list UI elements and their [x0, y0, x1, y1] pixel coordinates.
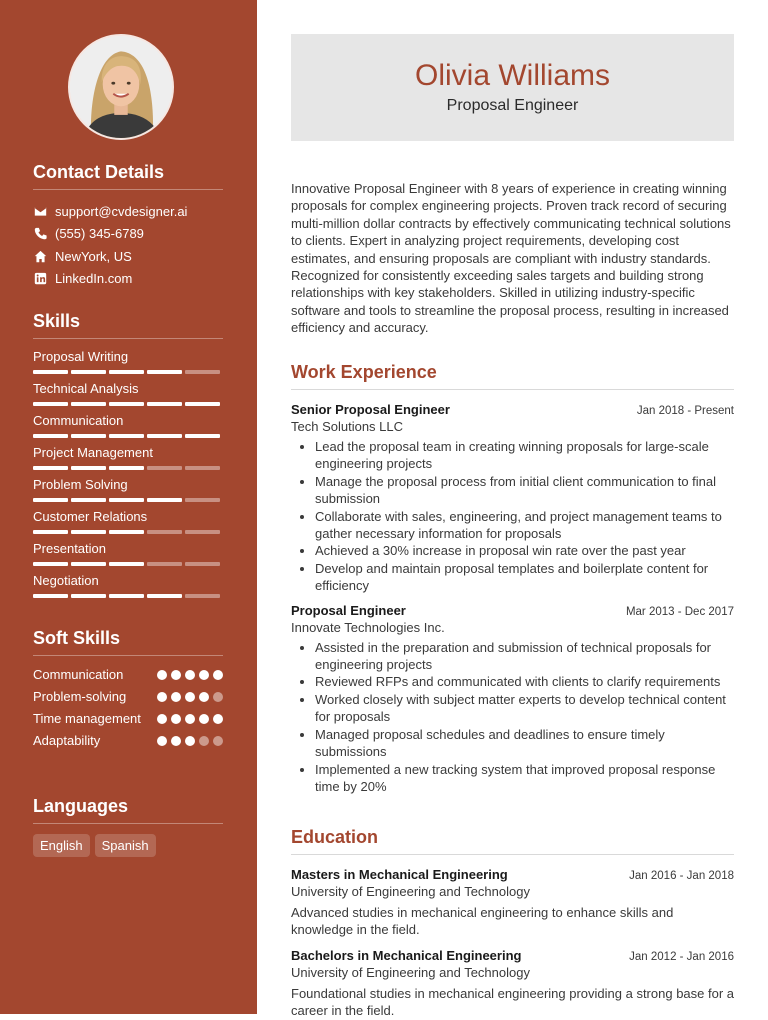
home-icon	[33, 249, 47, 263]
skill-level-bar	[33, 562, 223, 566]
skill-level-segment	[147, 498, 182, 502]
education-date: Jan 2012 - Jan 2016	[629, 950, 734, 963]
degree-name: Masters in Mechanical Engineering	[291, 867, 508, 882]
rating-dot	[157, 692, 167, 702]
education-description: Foundational studies in mechanical engineering providing a strong base for a career in the field.	[291, 985, 735, 1019]
contact-linkedin[interactable]	[33, 268, 223, 291]
skill-level-segment	[185, 498, 220, 502]
contact-section	[33, 162, 223, 290]
job-date: Mar 2013 - Dec 2017	[625, 605, 734, 618]
skill-level-segment	[147, 370, 182, 374]
job-title: Proposal Engineer	[291, 602, 406, 618]
skill-name: Project Management	[33, 445, 153, 460]
skill-level-bar	[33, 594, 223, 598]
soft-skill-name: Time management	[33, 711, 141, 726]
phone-icon	[33, 227, 47, 241]
skill-level-segment	[71, 434, 106, 438]
avatar-illustration	[70, 36, 172, 138]
soft-skill-item	[33, 688, 223, 706]
rating-dot	[171, 692, 181, 702]
job-bullet: • Manage the proposal process from initial client communication to final submission	[315, 473, 734, 508]
rating-dot	[199, 692, 209, 702]
education-list	[291, 867, 734, 1020]
skill-level-segment	[33, 402, 68, 406]
job-header	[291, 402, 734, 417]
job-bullets	[291, 438, 734, 595]
job-bullet: • Reviewed RFPs and communicated with clients to clarify requirements	[315, 673, 734, 690]
skill-level-segment	[185, 594, 220, 598]
languages-section	[33, 796, 223, 857]
skill-name: Negotiation	[33, 573, 99, 588]
skill-item	[33, 541, 223, 573]
rating-dot	[185, 692, 195, 702]
skill-level-segment	[109, 466, 144, 470]
education-date: Jan 2016 - Jan 2018	[629, 870, 734, 882]
skill-name: Problem Solving	[33, 477, 128, 492]
education-entry	[291, 948, 734, 1020]
contact-email-text: support@cvdesigner.ai	[55, 203, 188, 219]
job-bullet: • Achieved a 30% increase in proposal win rate over the past year	[315, 542, 734, 559]
skill-item	[33, 381, 223, 413]
contact-linkedin-text: LinkedIn.com	[55, 271, 133, 287]
rating-dot	[171, 670, 181, 680]
skill-level-segment	[109, 530, 144, 534]
soft-skills-title: Soft Skills	[33, 628, 223, 656]
soft-skill-rating	[157, 666, 223, 680]
contact-email[interactable]	[33, 200, 223, 223]
soft-skill-rating	[157, 688, 223, 702]
soft-skill-name: Communication	[33, 667, 124, 682]
job-bullet: • Assisted in the preparation and submission of technical proposals for engineering projects	[315, 639, 734, 674]
skill-level-segment	[33, 466, 68, 470]
soft-skill-name: Problem-solving	[33, 689, 127, 704]
education-entry	[291, 867, 734, 939]
job-bullet: • Collaborate with sales, engineering, and project management teams to gather necessary information for proposals	[315, 508, 734, 543]
skill-item	[33, 349, 223, 381]
skill-level-segment	[33, 562, 68, 566]
skill-level-segment	[147, 402, 182, 406]
skill-level-segment	[185, 370, 220, 374]
rating-dot	[213, 670, 223, 680]
education-header	[291, 948, 734, 963]
rating-dot	[157, 714, 167, 724]
sidebar	[0, 0, 257, 1014]
contact-title: Contact Details	[33, 162, 223, 190]
skill-level-segment	[71, 498, 106, 502]
soft-skill-item	[33, 710, 223, 728]
skill-name: Technical Analysis	[33, 381, 139, 396]
job-bullet: • Managed proposal schedules and deadlines to ensure timely submissions	[315, 726, 734, 761]
soft-skills-list	[33, 666, 223, 750]
header	[291, 34, 734, 141]
skill-name: Customer Relations	[33, 509, 148, 524]
skill-item	[33, 445, 223, 477]
skill-item	[33, 573, 223, 605]
soft-skill-item	[33, 732, 223, 750]
skills-list	[33, 349, 223, 605]
skill-level-segment	[185, 466, 220, 470]
job-bullet: • Develop and maintain proposal templates and boilerplate content for efficiency	[315, 560, 734, 595]
rating-dot	[171, 714, 181, 724]
rating-dot	[199, 714, 209, 724]
skill-level-segment	[185, 434, 220, 438]
soft-skill-rating	[157, 710, 223, 724]
rating-dot	[185, 714, 195, 724]
education-description: Advanced studies in mechanical engineering to enhance skills and knowledge in the field.	[291, 905, 674, 938]
rating-dot	[157, 736, 167, 746]
skill-level-segment	[185, 530, 220, 534]
skill-level-segment	[33, 530, 68, 534]
rating-dot	[213, 714, 223, 724]
skill-item	[33, 477, 223, 509]
job-role: Proposal Engineer	[446, 97, 579, 114]
soft-skills-section	[33, 628, 223, 754]
skill-item	[33, 413, 223, 445]
skills-section	[33, 311, 223, 605]
job-entry	[291, 603, 734, 796]
rating-dot	[171, 736, 181, 746]
languages-list	[33, 834, 223, 857]
job-company: Innovate Technologies Inc.	[291, 619, 445, 635]
summary-text: Innovative Proposal Engineer with 8 years of experience in creating winning proposals for complex engineering projects. Proven track record of securing multi-million dollar contracts by effectively communicating technical solutions to clients. Expert in analyzing project requirements, developing cost estimates, and ensuring proposals are compliant with industry standards. Recognized for consistently exceeding sales targets and building strong relationships with key stakeholders. Skilled in utilizing industry-specific software and tools to streamline the proposal process, resulting in increased efficiency and accuracy.	[291, 181, 731, 336]
soft-skill-name: Adaptability	[33, 733, 101, 748]
skill-level-segment	[147, 530, 182, 534]
education-section	[291, 827, 734, 1020]
jobs-list	[291, 402, 734, 795]
skill-level-segment	[71, 594, 106, 598]
skill-level-bar	[33, 530, 223, 534]
education-title: Education	[291, 827, 734, 855]
skill-level-segment	[33, 594, 68, 598]
skill-level-segment	[185, 402, 220, 406]
skill-level-segment	[33, 434, 68, 438]
school-name: University of Engineering and Technology	[291, 884, 530, 899]
language-tag: Spanish	[95, 834, 156, 857]
rating-dot	[157, 670, 167, 680]
degree-name: Bachelors in Mechanical Engineering	[291, 947, 522, 963]
job-bullet: • Implemented a new tracking system that improved proposal response time by 20%	[315, 761, 734, 796]
experience-title: Work Experience	[291, 362, 734, 390]
education-header	[291, 867, 734, 882]
soft-skill-item	[33, 666, 223, 684]
skill-level-segment	[109, 594, 144, 598]
skill-level-bar	[33, 466, 223, 470]
contact-phone-text: (555) 345-6789	[55, 226, 144, 242]
rating-dot	[185, 736, 195, 746]
school-name: University of Engineering and Technology	[291, 964, 530, 980]
job-bullet: • Lead the proposal team in creating winning proposals for large-scale engineering projects	[315, 438, 734, 473]
skill-name: Presentation	[33, 541, 106, 556]
skill-level-segment	[71, 562, 106, 566]
skill-level-segment	[109, 498, 144, 502]
skill-level-segment	[71, 370, 106, 374]
skill-level-bar	[33, 370, 223, 374]
rating-dot	[185, 670, 195, 680]
contact-phone[interactable]	[33, 223, 223, 246]
job-date: Jan 2018 - Present	[636, 405, 734, 417]
skill-level-segment	[33, 370, 68, 374]
skill-level-segment	[109, 370, 144, 374]
skill-level-segment	[147, 434, 182, 438]
skill-level-segment	[71, 530, 106, 534]
full-name: Olivia Williams	[415, 59, 610, 92]
rating-dot	[199, 736, 209, 746]
skill-level-segment	[71, 402, 106, 406]
rating-dot	[213, 736, 223, 746]
skill-level-segment	[185, 562, 220, 566]
skill-name: Communication	[33, 413, 124, 428]
job-entry	[291, 402, 734, 595]
summary-section	[291, 180, 734, 337]
job-company: Tech Solutions LLC	[291, 419, 404, 434]
skill-level-segment	[147, 466, 182, 470]
skill-name: Proposal Writing	[33, 349, 129, 364]
envelope-icon	[33, 204, 47, 218]
skill-item	[33, 509, 223, 541]
language-tag: English	[33, 834, 90, 857]
skill-level-segment	[147, 562, 182, 566]
skill-level-segment	[109, 402, 144, 406]
skill-level-segment	[109, 434, 144, 438]
skills-title: Skills	[33, 311, 223, 339]
skill-level-bar	[33, 402, 223, 406]
job-bullets	[291, 639, 734, 796]
contact-location-text: NewYork, US	[55, 248, 132, 264]
skill-level-segment	[147, 594, 182, 598]
experience-section	[291, 362, 734, 795]
job-bullet: • Worked closely with subject matter experts to develop technical content for proposals	[315, 691, 734, 726]
skill-level-segment	[71, 466, 106, 470]
languages-title: Languages	[33, 796, 223, 824]
skill-level-bar	[33, 434, 223, 438]
rating-dot	[199, 670, 209, 680]
soft-skill-rating	[157, 732, 223, 746]
job-header	[291, 603, 734, 618]
job-title: Senior Proposal Engineer	[291, 402, 450, 417]
skill-level-segment	[109, 562, 144, 566]
contact-location	[33, 245, 223, 268]
rating-dot	[213, 692, 223, 702]
skill-level-bar	[33, 498, 223, 502]
linkedin-icon	[33, 272, 47, 286]
profile-photo	[68, 34, 174, 140]
skill-level-segment	[33, 498, 68, 502]
